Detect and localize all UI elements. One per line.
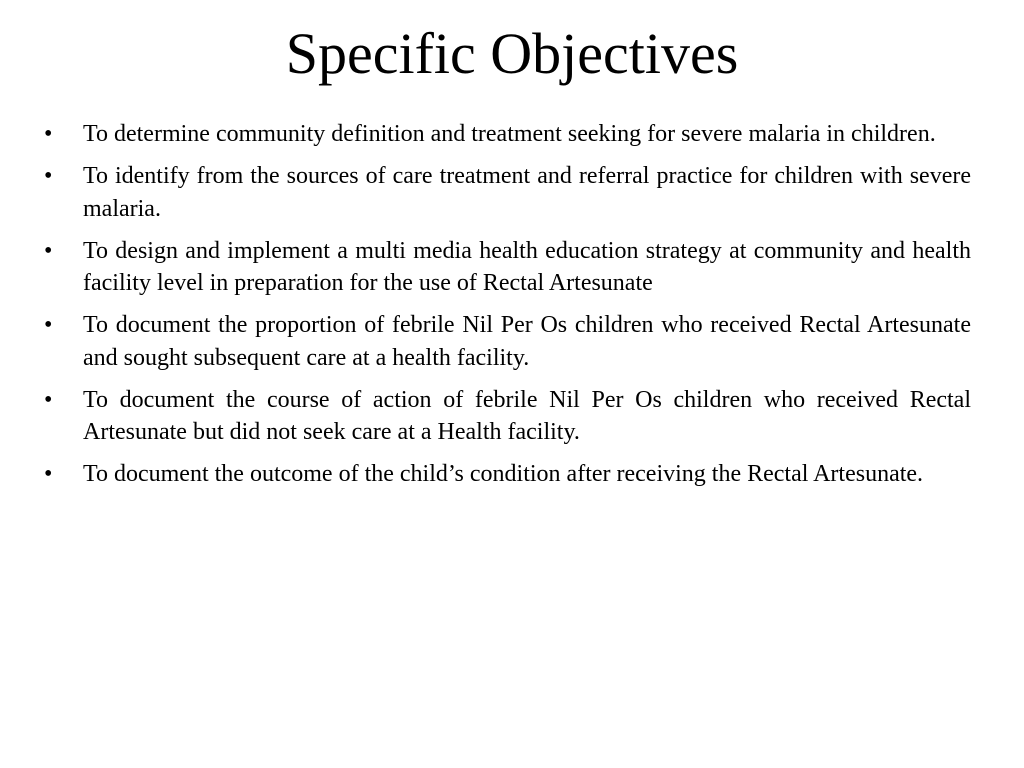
bullet-icon: • (44, 312, 53, 338)
objectives-list (44, 118, 971, 500)
bullet-icon: • (44, 461, 53, 487)
objective-text: To document the proportion of febrile Nil Per Os children who received Rectal Artesunate and sought subsequent care at a health facility. (83, 312, 971, 371)
slide-title: Specific Objectives (285, 21, 739, 86)
objective-item-3 (44, 235, 971, 300)
objective-item-4 (44, 309, 971, 374)
objective-text: To document the outcome of the child’s condition after receiving the Rectal Artesunate. (83, 461, 924, 487)
objective-text: To design and implement a multi media health education strategy at community and health facility level in preparation for the use of Rectal Artesunate (83, 237, 971, 296)
objective-text: To determine community definition and treatment seeking for severe malaria in children. (83, 121, 936, 147)
bullet-icon: • (44, 163, 53, 189)
objective-item-5 (44, 384, 971, 449)
objective-text: To identify from the sources of care treatment and referral practice for children with severe malaria. (83, 163, 971, 222)
bullet-icon: • (44, 121, 53, 147)
objective-item-6 (44, 458, 971, 491)
objective-item-1 (44, 118, 971, 151)
objective-text: To document the course of action of febrile Nil Per Os children who received Rectal Artesunate but did not seek care at a Health facility. (83, 386, 971, 445)
bullet-icon: • (44, 386, 53, 413)
bullet-icon: • (44, 237, 53, 264)
objective-item-2 (44, 160, 971, 225)
